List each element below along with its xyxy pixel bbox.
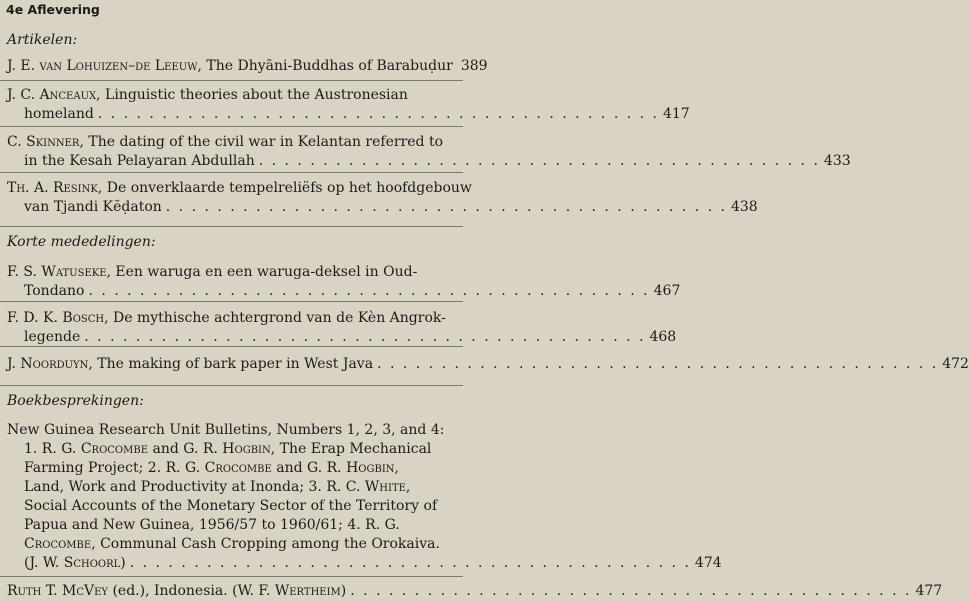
toc-entry (7, 309, 677, 347)
dot-leader: . . . . . . . . . . . . . . . . . . . . . . . . . . . . . . . . . . . . . . . . . . . . (88, 283, 650, 299)
toc-entry (7, 179, 758, 217)
entry-text: Social Accounts of the Monetary Sector of the Territory of (24, 498, 438, 514)
entry-page: 417 (662, 106, 690, 122)
entry-author: Crocombe (204, 460, 272, 476)
entry-author: C. Skinner (7, 134, 80, 150)
toc-entry (7, 355, 969, 374)
entry-page: 389 (460, 58, 488, 74)
divider (0, 172, 463, 173)
entry-text: , (405, 479, 411, 495)
entry-author: Th. A. Resink (7, 180, 98, 196)
toc-entry (7, 582, 943, 601)
toc-entry (7, 421, 722, 573)
entry-title-cont: in the Kesah Pelayaran Abdullah (24, 153, 255, 169)
divider (0, 385, 463, 386)
toc-entry (7, 86, 690, 124)
section-artikelen: Artikelen: (7, 32, 78, 48)
entry-title: , De onverklaarde tempelreliëfs op het hoofdgebouw (97, 180, 472, 196)
entry-author: Hogbin (346, 460, 395, 476)
dot-leader: . . . . . . . . . . . . . . . . . . . . . . . . . . . . . . . . . . . . . . . . . . . . (84, 329, 646, 345)
entry-title-cont: homeland (24, 106, 94, 122)
divider (0, 346, 463, 347)
divider (0, 576, 463, 577)
entry-author: F. D. K. Bosch (7, 310, 105, 326)
entry-text: , (394, 460, 399, 476)
entry-title: ) (340, 583, 347, 599)
entry-author: White (364, 479, 406, 495)
entry-author: Ruth T. McVey (7, 583, 108, 599)
entry-page: 468 (649, 329, 677, 345)
entry-page: 438 (730, 199, 758, 215)
entry-author: J. C. Anceaux (7, 87, 97, 103)
entry-page: 477 (915, 583, 943, 599)
divider (0, 226, 463, 227)
entry-author: Crocombe (24, 536, 92, 552)
entry-title: , The making of bark paper in West Java (88, 356, 374, 372)
entry-author: Hogbin (222, 441, 271, 457)
entry-text: and G. R. (148, 441, 223, 457)
entry-page: 433 (823, 153, 851, 169)
entry-author: Crocombe (80, 441, 149, 457)
entry-title: , De mythische achtergrond van de Kèn Angrok- (104, 310, 446, 326)
entry-title: , The dating of the civil war in Kelantan referred to (79, 134, 444, 150)
entry-text: ) (120, 555, 126, 571)
dot-leader: . . . . . . . . . . . . . . . . . . . . . . . . . . . . . . . . . . . . . . . . . . . . (97, 106, 659, 122)
issue-heading: 4e Aflevering (6, 2, 100, 17)
entry-text: Farming Project; 2. R. G. (24, 460, 205, 476)
entry-title: , Een waruga en een waruga-deksel in Oud- (106, 264, 418, 280)
entry-title-cont: van Tjandi Kĕḍaton (24, 199, 162, 215)
divider (0, 80, 463, 81)
entry-text: 1. R. G. (24, 441, 81, 457)
entry-author: J. E. van Lohuizen–de Leeuw (7, 58, 198, 74)
entry-text: (J. W. (24, 555, 64, 571)
entry-page: 467 (653, 283, 681, 299)
entry-text: Land, Work and Productivity at Inonda; 3. R. C. (24, 479, 365, 495)
entry-author: Schoorl (63, 555, 121, 571)
toc-entry (7, 133, 851, 171)
entry-title-cont: legende (24, 329, 81, 345)
entry-page: 472 (942, 356, 969, 372)
entry-title: (ed.), Indonesia. (W. F. (108, 583, 275, 599)
dot-leader: . . . . . . . . . . . . . . . . . . . . . . . . . . . . . . . . . . . . . . . . . . . . (165, 199, 727, 215)
toc-entry (7, 57, 488, 76)
entry-text: , The Erap Mechanical (270, 441, 432, 457)
entry-title: , The Dhyāni-Buddhas of Barabuḍur (197, 58, 453, 74)
dot-leader: . . . . . . . . . . . . . . . . . . . . . . . . . . . . . . . . . . . . . . . . . . . . (258, 153, 820, 169)
entry-title: New Guinea Research Unit Bulletins, Numbers 1, 2, 3, and 4: (7, 422, 445, 438)
toc-entry (7, 263, 681, 301)
section-korte-mededelingen: Korte mededelingen: (7, 234, 156, 250)
entry-text: Papua and New Guinea, 1956/57 to 1960/61; 4. R. G. (24, 517, 400, 533)
divider (0, 126, 463, 127)
dot-leader: . . . . . . . . . . . . . . . . . . . . . . . . . . . . . . . . . . . . . . . . . . . . (377, 356, 939, 372)
dot-leader: . . . . . . . . . . . . . . . . . . . . . . . . . . . . . . . . . . . . . . . . . . . . (129, 555, 691, 571)
entry-author: Wertheim (274, 583, 341, 599)
divider (0, 301, 463, 302)
entry-author: F. S. Watuseke (7, 264, 107, 280)
section-boekbesprekingen: Boekbesprekingen: (7, 393, 144, 409)
entry-text: and G. R. (271, 460, 347, 476)
entry-text: , Communal Cash Cropping among the Orokaiva. (91, 536, 440, 552)
entry-title-cont: Tondano (24, 283, 85, 299)
dot-leader: . . . . . . . . . . . . . . . . . . . . . . . . . . . . . . . . . . . . . . . . . . . . (350, 583, 912, 599)
entry-page: 474 (694, 555, 722, 571)
entry-title: , Linguistic theories about the Austronesian (96, 87, 408, 103)
entry-author: J. Noorduyn (7, 356, 89, 372)
